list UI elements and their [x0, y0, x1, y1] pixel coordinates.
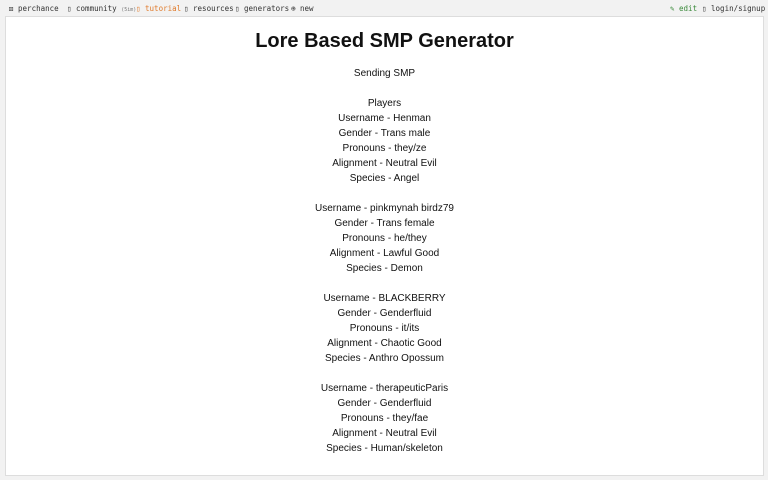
generators-icon: ▯ — [235, 4, 240, 13]
edit-icon: ✎ — [670, 4, 675, 13]
nav-login[interactable] — [702, 4, 765, 13]
nav-label: new — [300, 4, 314, 13]
nav-label: perchance — [18, 4, 59, 13]
generator-output-frame — [5, 16, 764, 476]
nav-label: resources — [193, 4, 234, 13]
nav-new[interactable] — [291, 4, 314, 13]
nav-label: community — [76, 4, 117, 13]
player-attribute: Species - Human/skeleton — [326, 443, 443, 454]
player-attribute: Username - pinkmynah birdz79 — [315, 203, 454, 214]
player-attribute: Species - Demon — [346, 263, 423, 274]
player-attribute: Alignment - Neutral Evil — [332, 428, 437, 439]
nav-label: tutorial — [145, 4, 182, 13]
nav-label: edit — [679, 4, 698, 13]
players-heading: Players — [367, 98, 402, 109]
community-count: (5im) — [121, 7, 137, 13]
player-attribute: Username - Henman — [338, 113, 431, 124]
player-attribute: Pronouns - they/ze — [342, 143, 427, 154]
player-attribute: Alignment - Lawful Good — [329, 248, 440, 259]
nav-community[interactable] — [67, 4, 136, 13]
dice-icon: ⚄ — [9, 4, 14, 13]
nav-label: login/signup — [711, 4, 766, 13]
resources-icon: ▯ — [184, 4, 189, 13]
player-attribute: Alignment - Chaotic Good — [327, 338, 442, 349]
player-attribute: Username - therapeuticParis — [320, 383, 449, 394]
player-attribute: Gender - Trans female — [334, 218, 435, 229]
plus-circle-icon: ⊕ — [291, 4, 296, 13]
page-title: Lore Based SMP Generator — [255, 30, 514, 52]
player-attribute: Pronouns - they/fae — [340, 413, 429, 424]
nav-resources[interactable] — [184, 4, 234, 13]
user-icon: ▯ — [702, 4, 707, 13]
player-attribute: Alignment - Neutral Evil — [332, 158, 437, 169]
output-text — [6, 66, 763, 471]
player-attribute: Gender - Trans male — [338, 128, 431, 139]
player-attribute: Gender - Genderfluid — [337, 308, 432, 319]
player-attribute: Species - Angel — [349, 173, 420, 184]
player-attribute: Species - Anthro Opossum — [325, 353, 444, 364]
nav-generators[interactable] — [235, 4, 289, 13]
nav-label: generators — [244, 4, 290, 13]
nav-edit[interactable] — [670, 4, 697, 13]
nav-perchance[interactable] — [9, 4, 59, 13]
nav-tutorial[interactable] — [136, 4, 181, 13]
book-icon: ▯ — [136, 4, 141, 13]
chat-icon: ▯ — [67, 4, 72, 13]
player-attribute: Gender - Genderfluid — [337, 398, 432, 409]
smp-name: Sending SMP — [353, 68, 416, 79]
player-attribute: Pronouns - it/its — [349, 323, 420, 334]
player-attribute: Pronouns - he/they — [342, 233, 427, 244]
player-attribute: Username - BLACKBERRY — [323, 293, 446, 304]
top-nav-bar — [0, 0, 768, 16]
